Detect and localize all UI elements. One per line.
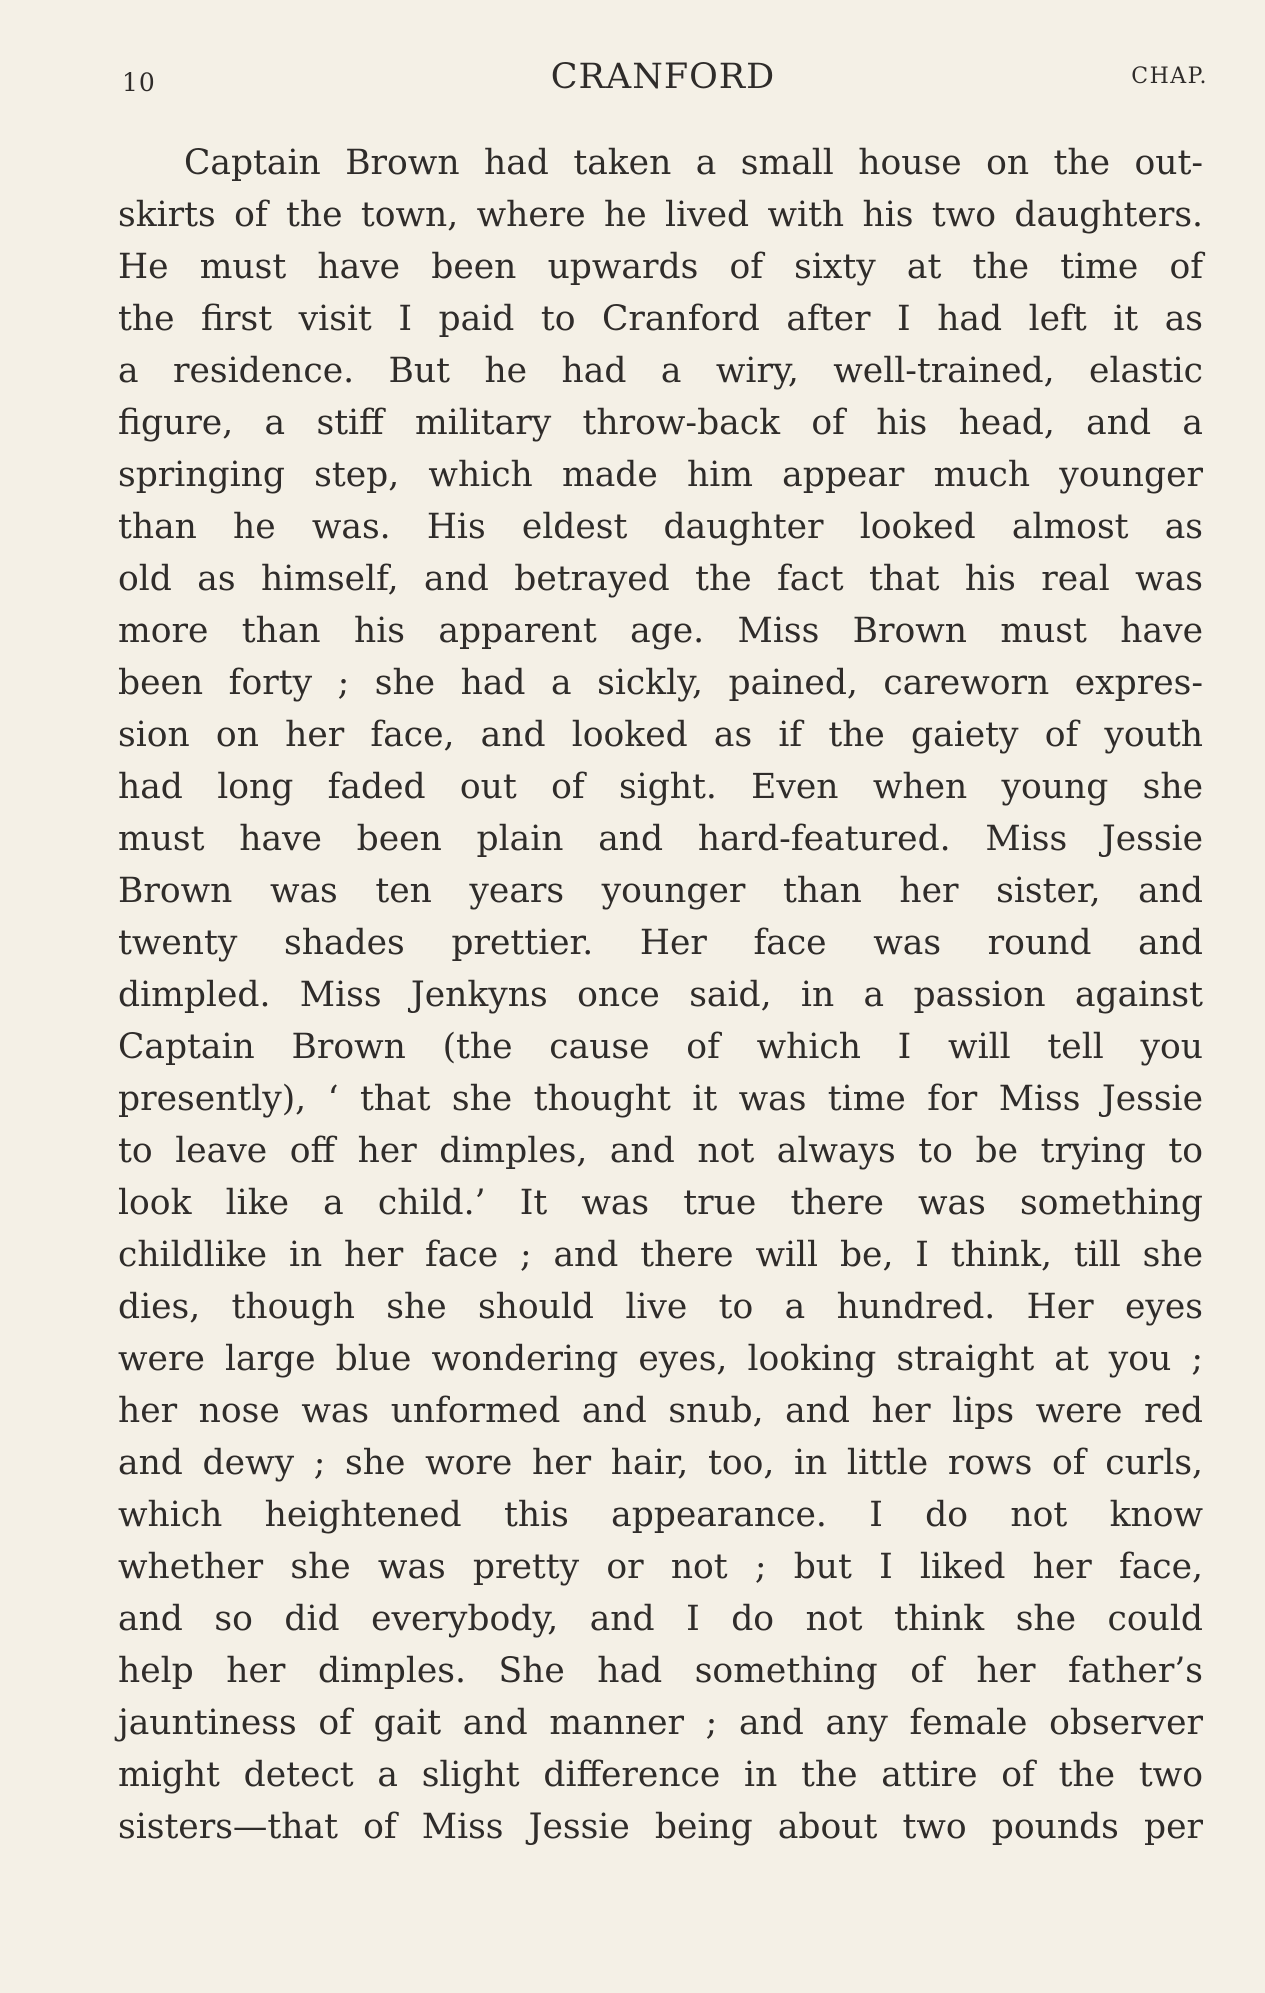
text-line: childlike in her face ; and there will be, I think, till she bbox=[118, 1235, 1203, 1275]
text-line: help her dimples. She had something of her father’s bbox=[118, 1651, 1203, 1691]
text-line: to leave off her dimples, and not always to be trying to bbox=[118, 1131, 1203, 1171]
chapter-marker: CHAP. bbox=[1131, 64, 1208, 89]
text-line: twenty shades prettier. Her face was round and bbox=[118, 923, 1203, 963]
text-line: must have been plain and hard-featured. Miss Jessie bbox=[118, 819, 1203, 859]
text-line: dies, though she should live to a hundred. Her eyes bbox=[118, 1287, 1203, 1327]
text-line: skirts of the town, where he lived with his two daughters. bbox=[118, 195, 1203, 235]
text-line: were large blue wondering eyes, looking straight at you ; bbox=[118, 1339, 1203, 1379]
text-line: sion on her face, and looked as if the gaiety of youth bbox=[118, 715, 1203, 755]
text-line: been forty ; she had a sickly, pained, careworn expres- bbox=[118, 663, 1203, 703]
page-number: 10 bbox=[122, 68, 156, 97]
text-line: look like a child.’ It was true there was something bbox=[118, 1183, 1203, 1223]
text-line: whether she was pretty or not ; but I liked her face, bbox=[118, 1547, 1203, 1587]
text-line: dimpled. Miss Jenkyns once said, in a passion against bbox=[118, 975, 1203, 1015]
text-line: her nose was unformed and snub, and her lips were red bbox=[118, 1391, 1203, 1431]
running-head bbox=[118, 52, 1208, 102]
text-line: more than his apparent age. Miss Brown must have bbox=[118, 611, 1203, 651]
text-line: and so did everybody, and I do not think she could bbox=[118, 1599, 1203, 1639]
text-line: Captain Brown had taken a small house on the out- bbox=[184, 143, 1203, 183]
text-line: springing step, which made him appear much younger bbox=[118, 455, 1203, 495]
text-line: presently), ‘ that she thought it was time for Miss Jessie bbox=[118, 1079, 1203, 1119]
text-line: and dewy ; she wore her hair, too, in little rows of curls, bbox=[118, 1443, 1203, 1483]
running-title: CRANFORD bbox=[550, 57, 776, 97]
text-line: had long faded out of sight. Even when young she bbox=[118, 767, 1203, 807]
text-line: might detect a slight difference in the attire of the two bbox=[118, 1755, 1203, 1795]
text-line: Captain Brown (the cause of which I will tell you bbox=[118, 1027, 1203, 1067]
body-text bbox=[118, 137, 1203, 1853]
text-line: the first visit I paid to Cranford after I had left it as bbox=[118, 299, 1203, 339]
text-line: than he was. His eldest daughter looked almost as bbox=[118, 507, 1203, 547]
text-line: sisters—that of Miss Jessie being about two pounds per bbox=[118, 1807, 1203, 1847]
text-line: which heightened this appearance. I do not know bbox=[118, 1495, 1203, 1535]
text-line: figure, a stiff military throw-back of his head, and a bbox=[118, 403, 1203, 443]
text-line: jauntiness of gait and manner ; and any female observer bbox=[118, 1703, 1203, 1743]
text-line: Brown was ten years younger than her sister, and bbox=[118, 871, 1203, 911]
text-line: He must have been upwards of sixty at the time of bbox=[118, 247, 1203, 287]
text-line: a residence. But he had a wiry, well-trained, elastic bbox=[118, 351, 1203, 391]
text-line: old as himself, and betrayed the fact that his real was bbox=[118, 559, 1203, 599]
